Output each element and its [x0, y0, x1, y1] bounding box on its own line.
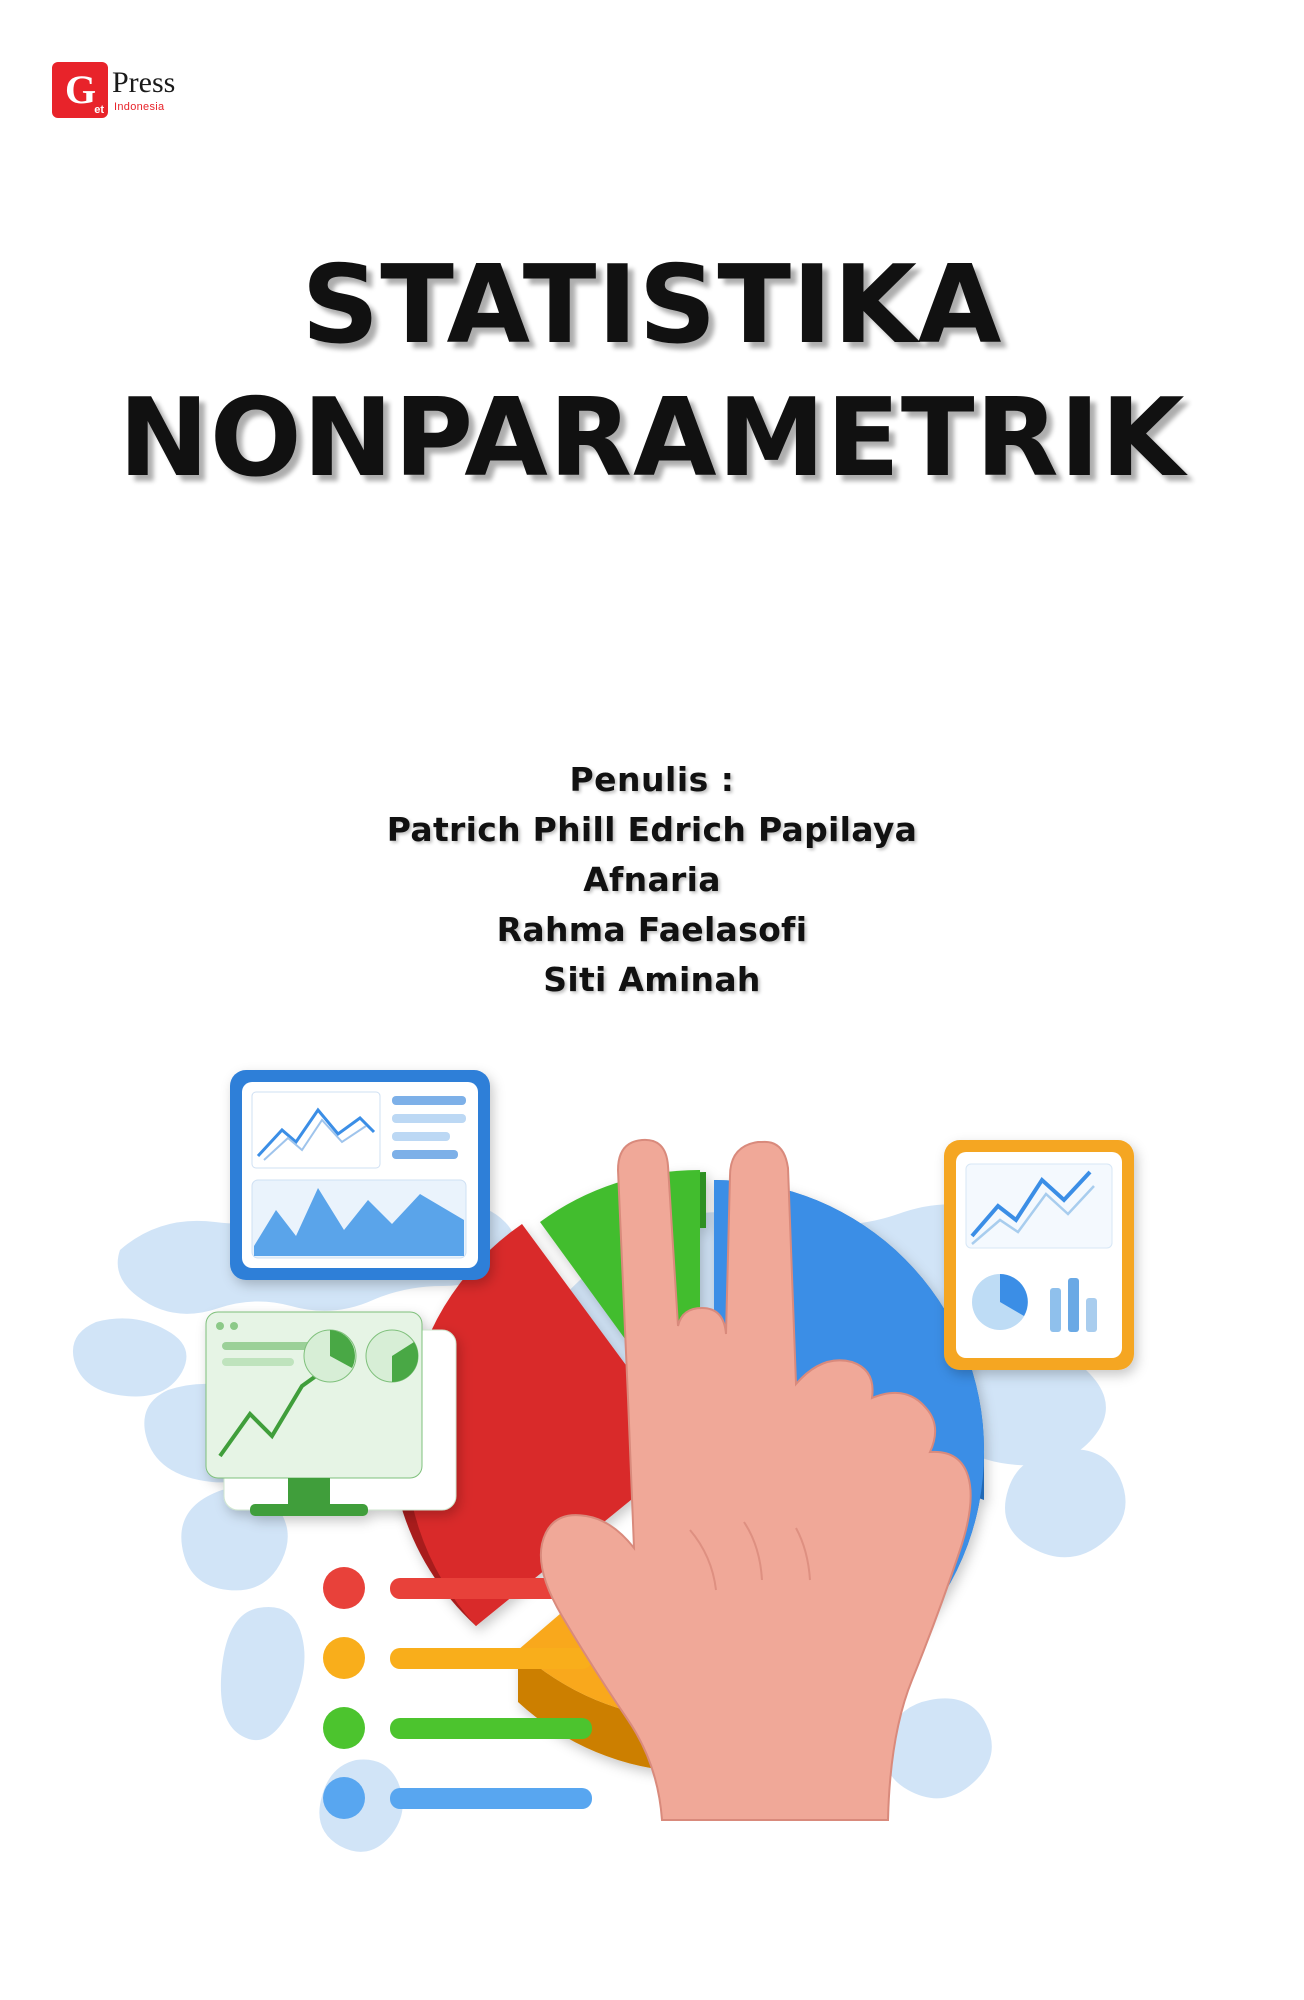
legend-bar-2	[390, 1648, 592, 1669]
author-name-4: Siti Aminah	[543, 960, 761, 999]
logo-badge-icon	[52, 62, 108, 118]
authors-label: Penulis :	[569, 760, 735, 799]
legend-bar-3	[390, 1718, 592, 1739]
dashboard-card-green	[206, 1312, 456, 1516]
publisher-wordmark	[112, 62, 175, 113]
dashboard-card-blue	[230, 1070, 490, 1280]
dashboard-card-orange	[944, 1140, 1134, 1370]
publisher-name: Press	[112, 66, 176, 99]
logo-badge-letter: G	[64, 67, 96, 112]
author-name-3: Rahma Faelasofi	[496, 910, 808, 949]
author-block	[0, 760, 1304, 999]
legend-dot-1	[323, 1567, 365, 1609]
title-line-2: NONPARAMETRIK	[118, 375, 1186, 501]
publisher-logo	[52, 62, 175, 118]
cover-illustration	[0, 1060, 1304, 2000]
legend-dot-3	[323, 1707, 365, 1749]
legend-dot-4	[323, 1777, 365, 1819]
legend-dot-2	[323, 1637, 365, 1679]
legend-bar-4	[390, 1788, 592, 1809]
publisher-country: Indonesia	[114, 101, 165, 113]
title-line-1: STATISTIKA	[301, 243, 1003, 368]
logo-badge-sub: et	[94, 104, 104, 116]
author-name-2: Afnaria	[583, 860, 721, 899]
author-name-1: Patrich Phill Edrich Papilaya	[386, 810, 918, 849]
book-title	[0, 243, 1304, 501]
